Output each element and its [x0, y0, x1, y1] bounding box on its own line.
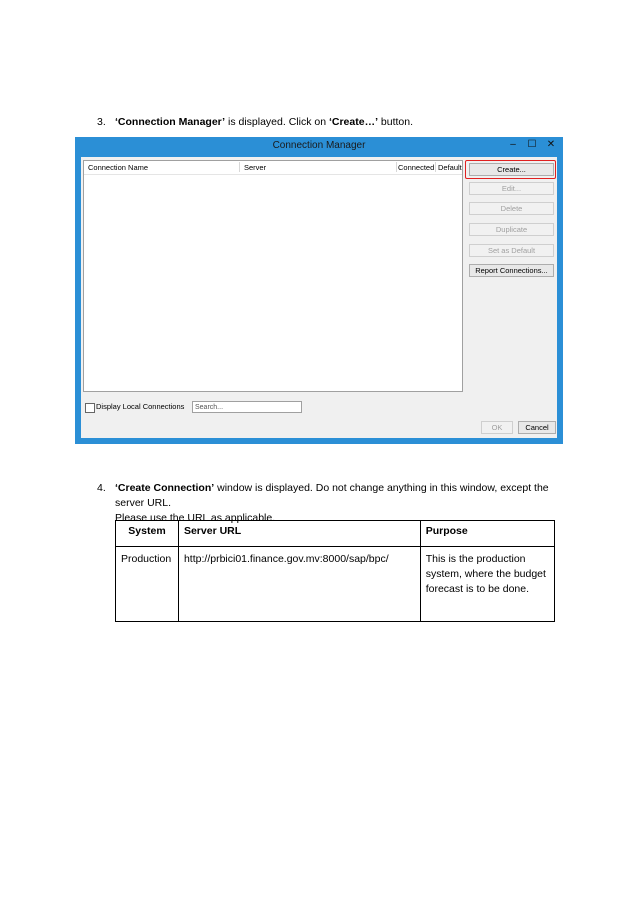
step-4-line-1-rest: window is displayed. Do not change anything in this window, except the	[214, 482, 549, 494]
display-local-connections-label: Display Local Connections	[96, 402, 185, 411]
set-as-default-button[interactable]: Set as Default	[469, 244, 554, 257]
ok-button[interactable]: OK	[481, 421, 513, 434]
header-server-url: Server URL	[178, 521, 420, 547]
column-separator	[435, 162, 436, 172]
cell-server-url: http://prbici01.finance.gov.mv:8000/sap/bpc/	[178, 547, 420, 622]
create-button[interactable]: Create...	[469, 163, 554, 176]
window-client-area	[81, 157, 557, 438]
step-3	[97, 115, 557, 131]
cell-system: Production	[116, 547, 179, 622]
server-url-table	[115, 520, 555, 622]
window-titlebar	[75, 137, 563, 157]
step-3-number: 3.	[97, 116, 106, 128]
column-server[interactable]: Server	[244, 163, 267, 172]
connection-manager-window	[75, 137, 563, 444]
edit-button[interactable]: Edit...	[469, 182, 554, 195]
window-title: Connection Manager	[272, 140, 366, 151]
column-default[interactable]: Default	[438, 163, 462, 172]
step-4-line-2: server URL.	[115, 497, 172, 509]
maximize-icon[interactable]: ☐	[527, 139, 537, 150]
duplicate-button[interactable]: Duplicate	[469, 223, 554, 236]
step-4-line-1	[115, 481, 565, 496]
close-icon[interactable]: ✕	[546, 139, 556, 150]
step-4-number: 4.	[97, 482, 106, 494]
cell-purpose: This is the production system, where the budget forecast is to be done.	[420, 547, 554, 622]
step-3-text	[115, 115, 413, 130]
header-system: System	[116, 521, 179, 547]
table-header-row	[116, 521, 555, 547]
list-header-divider	[84, 174, 462, 175]
step-4-line-3: Please use the URL as applicable.	[115, 512, 276, 524]
cancel-button[interactable]: Cancel	[518, 421, 556, 434]
column-connected[interactable]: Connected	[398, 163, 435, 172]
display-local-connections-checkbox[interactable]	[85, 403, 95, 413]
step-3-bold-create: ‘Create…’	[328, 116, 378, 128]
step-4-bold-create-connection: ‘Create Connection’	[115, 482, 215, 494]
column-separator	[239, 162, 240, 172]
column-separator	[396, 162, 397, 172]
step-3-text-mid: is displayed. Click on	[225, 116, 329, 128]
search-input[interactable]: Search...	[192, 401, 302, 413]
step-3-bold-connection-manager: ‘Connection Manager’	[115, 116, 226, 128]
connection-list[interactable]	[83, 160, 463, 392]
report-connections-button[interactable]: Report Connections...	[469, 264, 554, 277]
minimize-icon[interactable]: –	[510, 139, 516, 150]
header-purpose: Purpose	[420, 521, 554, 547]
step-3-text-post: button.	[378, 116, 414, 128]
delete-button[interactable]: Delete	[469, 202, 554, 215]
column-connection-name[interactable]: Connection Name	[88, 163, 149, 172]
table-row	[116, 547, 555, 622]
